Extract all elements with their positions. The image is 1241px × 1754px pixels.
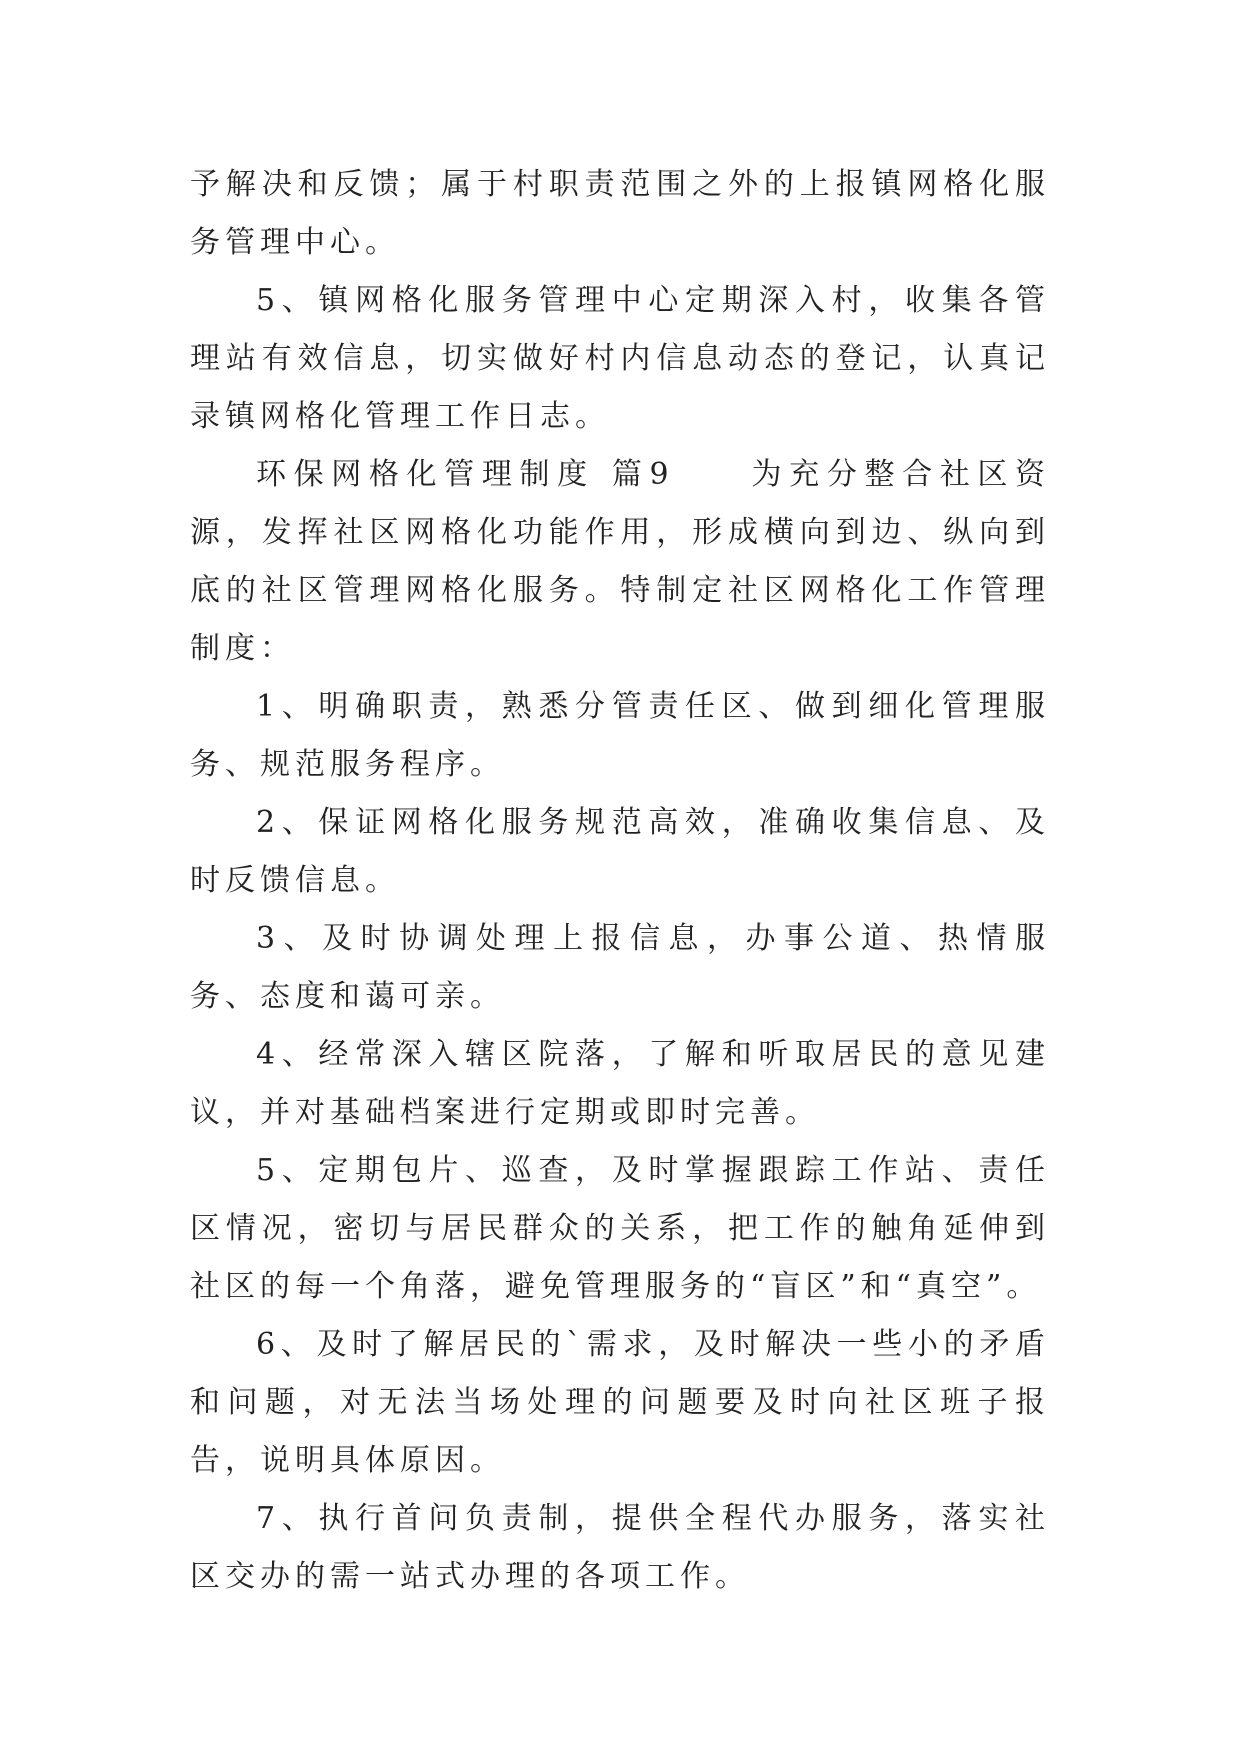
paragraph: 6、及时了解居民的`需求，及时解决一些小的矛盾和问题，对无法当场处理的问题要及时向社区班子报告，说明具体原因。 (190, 1327, 1050, 1478)
paragraph: 环保网格化管理制度 篇9 为充分整合社区资源，发挥社区网格化功能作用，形成横向到边、纵向到底的社区管理网格化服务。特制定社区网格化工作管理制度： (190, 457, 1050, 666)
paragraph: 予解决和反馈；属于村职责范围之外的上报镇网格化服务管理中心。 (190, 167, 1050, 260)
paragraph: 4、经常深入辖区院落，了解和听取居民的意见建议，并对基础档案进行定期或即时完善。 (190, 1037, 1050, 1130)
paragraph: 2、保证网格化服务规范高效，准确收集信息、及时反馈信息。 (190, 805, 1050, 898)
paragraph: 5、镇网格化服务管理中心定期深入村，收集各管理站有效信息，切实做好村内信息动态的登记，认真记录镇网格化管理工作日志。 (190, 283, 1050, 434)
paragraph: 3、及时协调处理上报信息，办事公道、热情服务、态度和蔼可亲。 (190, 921, 1050, 1014)
paragraph: 1、明确职责，熟悉分管责任区、做到细化管理服务、规范服务程序。 (190, 689, 1050, 782)
document-body (190, 156, 1050, 1606)
paragraph: 5、定期包片、巡查，及时掌握跟踪工作站、责任区情况，密切与居民群众的关系，把工作的触角延伸到社区的每一个角落，避免管理服务的“盲区”和“真空”。 (190, 1153, 1050, 1304)
paragraph: 7、执行首问负责制，提供全程代办服务，落实社区交办的需一站式办理的各项工作。 (190, 1501, 1050, 1594)
